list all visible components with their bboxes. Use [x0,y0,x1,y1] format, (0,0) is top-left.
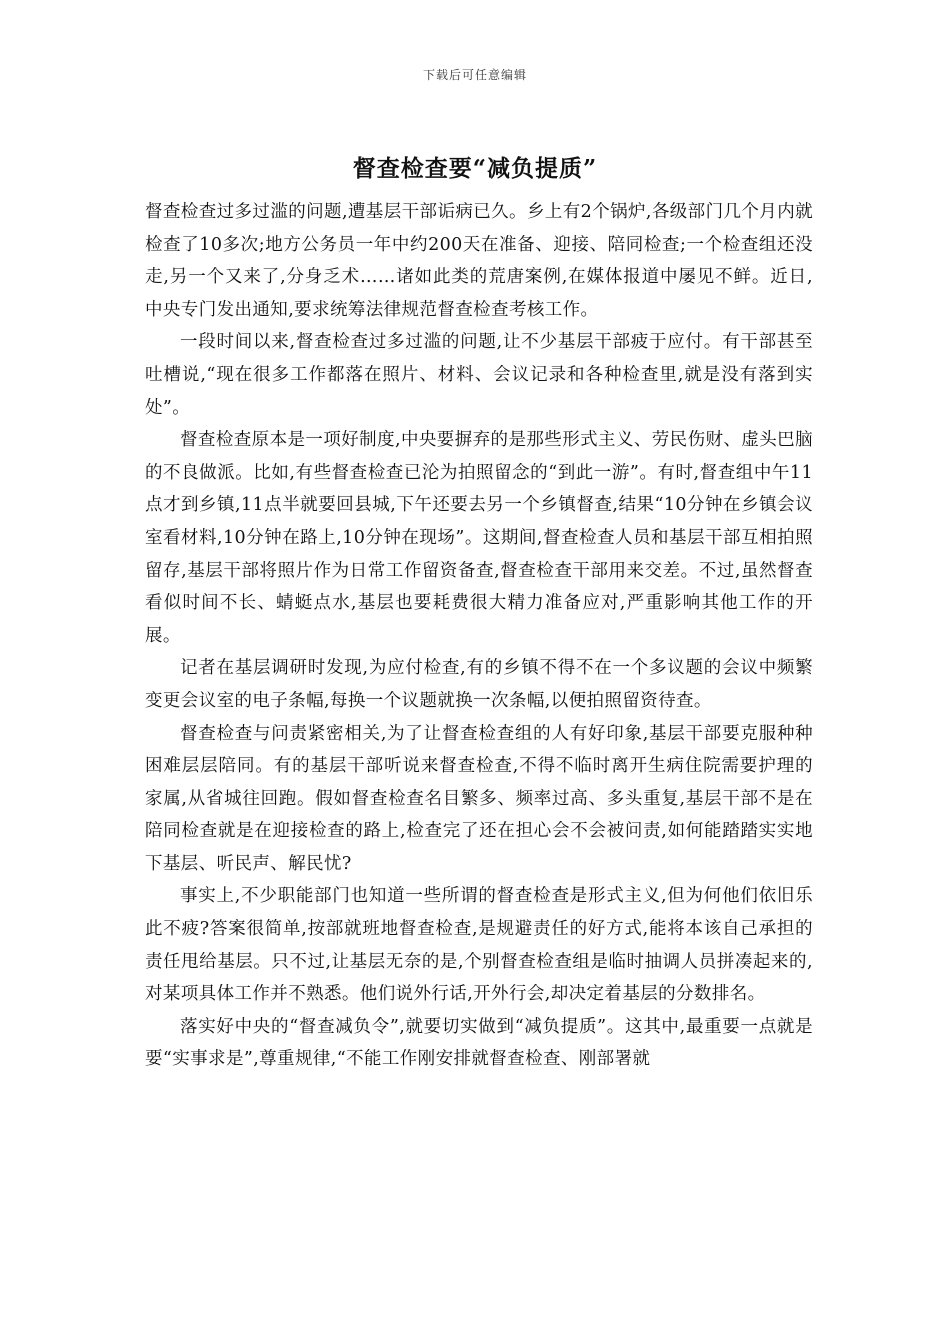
paragraph-6: 事实上,不少职能部门也知道一些所谓的督查检查是形式主义,但为何他们依旧乐此不疲?答案很简单,按部就班地督查检查,是规避责任的好方式,能将本该自己承担的责任甩给基层。只不过,让基层无奈的是,个别督查检查组是临时抽调人员拼凑起来的,对某项具体工作并不熟悉。他们说外行话,开外行会,却决定着基层的分数排名。 [145,886,813,1005]
header-note: 下载后可任意编辑 [422,68,527,82]
page-title: 督查检查要“减负提质” [352,155,598,182]
paragraph-1: 督查检查过多过滥的问题,遭基层干部诟病已久。乡上有2个锅炉,各级部门几个月内就检查了10多次;地方公务员一年中约200天在准备、迎接、陪同检查;一个检查组还没走,另一个又来了,分身乏术……诸如此类的荒唐案例,在媒体报道中屡见不鲜。近日,中央专门发出通知,要求统筹法律规范督查检查考核工作。 [145,202,813,320]
article-body [145,196,813,1076]
paragraph-4: 记者在基层调研时发现,为应付检查,有的乡镇不得不在一个多议题的会议中频繁变更会议室的电子条幅,每换一个议题就换一次条幅,以便拍照留资待查。 [145,658,813,711]
paragraph-3: 督查检查原本是一项好制度,中央要摒弃的是那些形式主义、劳民伤财、虚头巴脑的不良做派。比如,有些督查检查已沦为拍照留念的“到此一游”。有时,督查组中午11点才到乡镇,11点半就要回县城,下午还要去另一个乡镇督查,结果“10分钟在乡镇会议室看材料,10分钟在路上,10分钟在现场”。这期间,督查检查人员和基层干部互相拍照留存,基层干部将照片作为日常工作留资备查,督查检查干部用来交差。不过,虽然督查看似时间不长、蜻蜓点水,基层也要耗费很大精力准备应对,严重影响其他工作的开展。 [145,430,813,646]
paragraph-2: 一段时间以来,督查检查过多过滥的问题,让不少基层干部疲于应付。有干部甚至吐槽说,“现在很多工作都落在照片、材料、会议记录和各种检查里,就是没有落到实处”。 [145,332,813,418]
paragraph-5: 督查检查与问责紧密相关,为了让督查检查组的人有好印象,基层干部要克服种种困难层层陪同。有的基层干部听说来督查检查,不得不临时离开生病住院需要护理的家属,从省城往回跑。假如督查检查名目繁多、频率过高、多头重复,基层干部不是在陪同检查就是在迎接检查的路上,检查完了还在担心会不会被问责,如何能踏踏实实地下基层、听民声、解民忧? [145,723,813,874]
paragraph-7: 落实好中央的“督查减负令”,就要切实做到“减负提质”。这其中,最重要一点就是要“实事求是”,尊重规律,“不能工作刚安排就督查检查、刚部署就 [145,1016,813,1070]
